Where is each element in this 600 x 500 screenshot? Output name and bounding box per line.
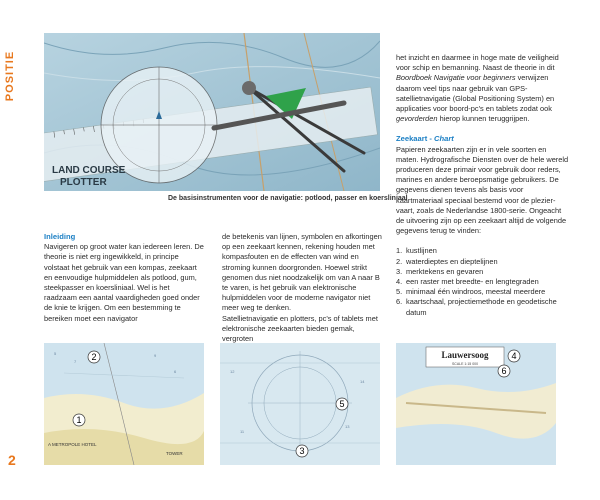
marker-2: 2 <box>91 352 97 362</box>
marker-1: 1 <box>76 415 82 425</box>
list-item: 5. minimaal één windroos, meestal meerdere <box>396 287 546 297</box>
marker-5: 5 <box>339 399 345 409</box>
column-1 <box>44 232 204 324</box>
svg-text:9: 9 <box>154 353 157 358</box>
chart-excerpt-1 <box>44 343 204 465</box>
map3-title: Lauwersoog <box>441 350 489 360</box>
marker-3: 3 <box>299 446 305 456</box>
chart-excerpt-3-graphic <box>396 343 556 465</box>
column-2 <box>222 232 382 344</box>
map1-label-hotel: A METROPOLE HOTEL <box>48 442 97 447</box>
svg-text:13: 13 <box>345 424 350 429</box>
column-3 <box>396 53 570 318</box>
heading-inleiding: Inleiding <box>44 232 76 241</box>
chart-data-list <box>396 246 570 317</box>
col3-intro-a: het inzicht en daarmee in hoge mate de veiligheid voor schip en bemanning. Naast de theorie in dit <box>396 53 559 73</box>
navigation-instruments-photo <box>44 33 380 191</box>
book-title: Boordboek Navigatie voor beginners <box>396 73 516 83</box>
list-item: 6. kaartschaal, projectiemethode en geodetische datum <box>396 297 557 317</box>
page-number: 2 <box>8 452 16 468</box>
map3-scale: SCALE 1:15 000 <box>451 362 479 366</box>
col3-intro <box>396 53 570 124</box>
heading-zeekaart-b: Chart <box>434 134 454 144</box>
map1-label-tower: TOWER <box>166 451 183 456</box>
photo-illustration <box>44 33 380 191</box>
heading-zeekaart-a: Zeekaart - <box>396 134 434 144</box>
col2-body1: de betekenis van lijnen, symbolen en afkortingen op een zeekaart kennen, rekening houden met kompasfouten en de effecten van wind en stroming kunnen doorgronden. Hoewel strikt genomen dus niet noodzakelijk om van A naar B te varen, is het gebruik van elektronische hulpmiddelen voor de moderne navigator niet meer weg te denken. <box>222 232 382 313</box>
photo-caption: De basisinstrumenten voor de navigatie: potlood, passer en koersliniaal <box>168 195 408 202</box>
plotter-text-line2: PLOTTER <box>60 177 107 188</box>
section-title-text: POSITIE <box>4 50 16 102</box>
svg-text:12: 12 <box>230 369 235 374</box>
list-item: 1. kustlijnen <box>396 246 437 256</box>
svg-text:11: 11 <box>240 429 245 434</box>
svg-text:14: 14 <box>360 379 365 384</box>
svg-text:6: 6 <box>174 369 177 374</box>
list-item: 3. merktekens en gevaren <box>396 266 484 276</box>
list-item: 4. een raster met breedte- en lengtegraden <box>396 277 539 287</box>
chart-excerpt-3 <box>396 343 556 465</box>
svg-text:7: 7 <box>74 359 77 364</box>
col2-body2: Satellietnavigatie en plotters, pc's of tablets met elektronische zeekaarten bieden gemak, vergroten <box>222 313 378 344</box>
list-item: 2. waterdieptes en dieptelijnen <box>396 256 498 266</box>
svg-text:5: 5 <box>54 351 57 356</box>
col3-body: Papieren zeekaarten zijn er in vele soorten en maten. Hydrografische Diensten over de hele wereld produceren deze primair voor gebruik door reders, marines en andere beroepsmatige gebruikers. De gegevens dienen tevens als basis voor kaartmateriaal speciaal bestemd voor de pleziervaart, zoals de Nederlandse 1800-serie. Ongeacht de uitvoering zijn op een zeekaart altijd de volgende gegevens terug te vinden: <box>396 144 569 236</box>
marker-6: 6 <box>501 366 507 376</box>
heading-zeekaart <box>396 134 570 144</box>
col1-body: Navigeren op groot water kan iedereen leren. De theorie is niet erg ingewikkeld, in principe volstaat het gebruik van een kompas, zeekaart en eenvoudige hulpmiddelen als potlood, gum, steekpasser en koersliniaal. Wel is het raadzaam een aantal vaardigheden goed onder de knie te krijgen. Om een bestemming te bereiken moet een navigator <box>44 242 204 323</box>
col3-intro-b: verwijzen daarom veel tips naar gebruik van GPS-satellietnavigatie (Global Positioning System) en applicaties voor boord-pc's en tablets zodat ook <box>396 73 555 114</box>
chart-excerpt-2 <box>220 343 380 465</box>
col3-intro-c: hierop kunnen teruggrijpen. <box>437 114 530 124</box>
chart-excerpt-1-graphic <box>44 343 204 465</box>
chart-excerpt-2-graphic <box>220 343 380 465</box>
plotter-text-line1: LAND COURSE <box>52 165 126 176</box>
marker-4: 4 <box>511 351 517 361</box>
gevorderden-word: gevorderden <box>396 114 438 124</box>
section-title <box>3 36 17 116</box>
